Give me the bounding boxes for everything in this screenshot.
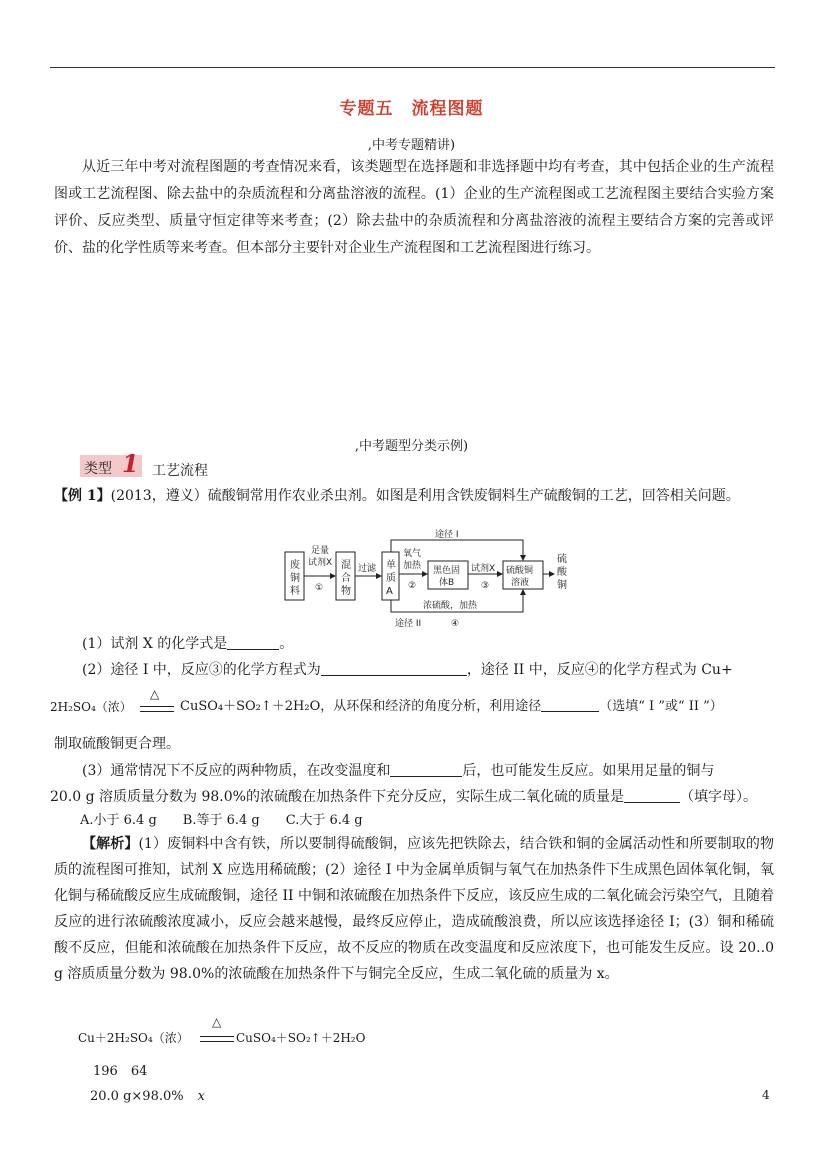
question-1-answer-blank[interactable] [227, 635, 279, 650]
analysis-paragraph [54, 831, 774, 987]
section-subtitle-examples: ,中考题型分类示例) [354, 439, 469, 454]
flow-arrow1-num: ① [315, 583, 324, 593]
flow-box-black-line2: 体B [439, 578, 455, 588]
flow-box-single-char3: A [386, 586, 393, 597]
question-3-text-d: （填字母）。 [679, 789, 757, 805]
question-2-text: (2）途径 I 中，反应③的化学方程式为 [82, 662, 321, 678]
question-2-eq-left: 2H₂SO₄（浓） [50, 700, 132, 714]
example-label: 【例 1】 [54, 488, 111, 504]
question-3-options: A.小于 6.4 g B.等于 6.4 g C.大于 6.4 g [80, 813, 363, 828]
flow-box-solution-line2: 溶液 [511, 578, 530, 588]
flow-arrow3-top: 氧气 [403, 549, 422, 559]
flow-box-waste-char3: 料 [290, 586, 300, 597]
equation-delta: △ [212, 1015, 222, 1029]
analysis-label: 【解析】 [82, 836, 139, 852]
question-2-equation-blank[interactable] [321, 661, 467, 676]
flow-box-mix-char1: 混 [341, 560, 351, 571]
flow-product-char3: 铜 [557, 580, 567, 591]
question-1-text: (1）试剂 X 的化学式是 [82, 636, 228, 652]
flow-box-black-line1: 黑色固 [433, 566, 461, 576]
question-3-text-c: 20.0 g 溶质质量分数为 98.0%的浓硫酸在加热条件下充分反应，实际生成二氧化硫的质量是 [50, 789, 624, 805]
question-3-line1 [82, 761, 714, 781]
flow-box-waste-char2: 铜 [290, 573, 300, 584]
flow-product-char2: 酸 [557, 567, 567, 578]
question-3-line2 [50, 787, 757, 807]
flow-arrow3-num: ② [408, 581, 417, 591]
flow-product-char1: 硫 [557, 554, 567, 565]
flow-arrow4-label: 试剂X [471, 564, 496, 574]
flow-route2-label: 途径 II [395, 619, 422, 629]
calc-row-2-unknown: x [197, 1089, 205, 1104]
question-2-delta: △ [150, 687, 160, 701]
flow-route2-num: ④ [451, 619, 460, 629]
equation-left: Cu＋2H₂SO₄（浓） [78, 1031, 189, 1045]
flow-arrow1-mid: 试剂X [308, 558, 333, 568]
example-text: (2013，遵义）硫酸铜常用作农业杀虫剂。如图是利用含铁废铜料生产硫酸铜的工艺，回答相关问题。 [110, 488, 740, 504]
question-2-eq-right [180, 697, 723, 717]
question-2-line3: 制取硫酸铜更合理。 [54, 736, 180, 752]
example-question [54, 483, 774, 510]
question-3-text-a: (3）通常情况下不反应的两种物质，在改变温度和 [82, 763, 391, 779]
flow-box-single-char1: 单 [386, 560, 396, 571]
question-1-suffix: 。 [279, 636, 294, 652]
flow-box-mix-char3: 物 [341, 586, 351, 597]
question-2-route-blank[interactable] [541, 697, 599, 712]
intro-paragraph: 从近三年中考对流程图题的考查情况来看，该类题型在选择题和非选择题中均有考查，其中包括企业的生产流程图或工艺流程图、除去盐中的杂质流程和分离盐溶液的流程。(1）企业的生产流程图或工艺流程图主要结合实验方案评价、反应类型、质量守恒定律等来考查；(2）除去盐中的杂质流程和分离盐溶液的流程主要结合方案的完善或评价、盐的化学性质等来考查。但本部分主要针对企业生产流程图和工艺流程图进行练习。 [54, 159, 774, 256]
question-2-eq-right-text: CuSO₄＋SO₂↑＋2H₂O，从环保和经济的角度分析，利用途径 [180, 699, 542, 714]
flow-box-waste-char1: 废 [290, 560, 300, 571]
type-title: 工艺流程 [152, 463, 208, 479]
analysis-text: (1）废铜料中含有铁，所以要制得硫酸铜，应该先把铁除去，结合铁和铜的金属活动性和所要制取的物质的流程图可推知，试剂 X 应选用稀硫酸；(2）途径 I 中为金属单质铜与氧气在加热条件下生成黑色固体氧化铜，氧化铜与稀硫酸反应生成硫酸铜，途径 II 中铜和浓硫酸在加热条件下反应，该反应生成的二氧化硫会污染空气，且随着反应的进行浓硫酸浓度减小，反应会越来越慢，最终反应停止，造成硫酸浪费，所以应该选择途径 I；(3）铜和稀硫酸不反应，但能和浓硫酸在加热条件下反应，故不反应的物质在改变温度和反应浓度下，也可能发生反应。设 20..0 g 溶质质量分数为 98.0%的浓硫酸在加热条件下与铜完全反应，生成二氧化硫的质量为 x。 [54, 836, 774, 982]
flow-arrow1-top: 足量 [311, 546, 330, 556]
flow-arrow4-num: ③ [481, 581, 490, 591]
equation-equals-bar [200, 1036, 234, 1042]
question-2-line1 [82, 660, 733, 680]
calc-row-2 [90, 1087, 205, 1107]
section-subtitle: ,中考专题精讲) [367, 138, 456, 153]
flow-arrow3-mid: 加热 [403, 561, 422, 571]
calc-row-1: 196 64 [93, 1064, 148, 1079]
page-number: 4 [762, 1088, 770, 1102]
question-2-mid: ，途径 II 中，反应④的化学方程式为 Cu+ [466, 662, 733, 678]
flow-box-single-char2: 质 [386, 573, 396, 584]
flow-route2-reagent: 浓硫酸，加热 [423, 601, 478, 611]
question-1 [82, 634, 293, 654]
type-badge-label: 类型 [84, 461, 112, 477]
type-badge-number: 1 [122, 449, 139, 478]
header-rule [50, 67, 775, 68]
question-3-condition-blank[interactable] [390, 762, 462, 777]
flow-box-solution-line1: 硫酸铜 [506, 566, 534, 576]
question-2-equals-bar [140, 706, 174, 712]
equation-right: CuSO₄＋SO₂↑＋2H₂O [236, 1031, 366, 1045]
page-title: 专题五 流程图题 [339, 99, 484, 119]
question-3-choice-blank[interactable] [624, 788, 680, 803]
process-flowchart [283, 528, 583, 630]
flow-route1-label: 途径 I [435, 530, 459, 540]
calc-row-2-mass: 20.0 g×98.0% [90, 1089, 184, 1104]
question-2-route-suffix: （选填“ I ”或“ II ”） [599, 699, 723, 714]
question-3-text-b: 后，也可能发生反应。如果用足量的铜与 [462, 763, 715, 779]
flow-arrow2-label: 过滤 [358, 564, 377, 574]
flow-box-mix-char2: 合 [341, 573, 351, 584]
